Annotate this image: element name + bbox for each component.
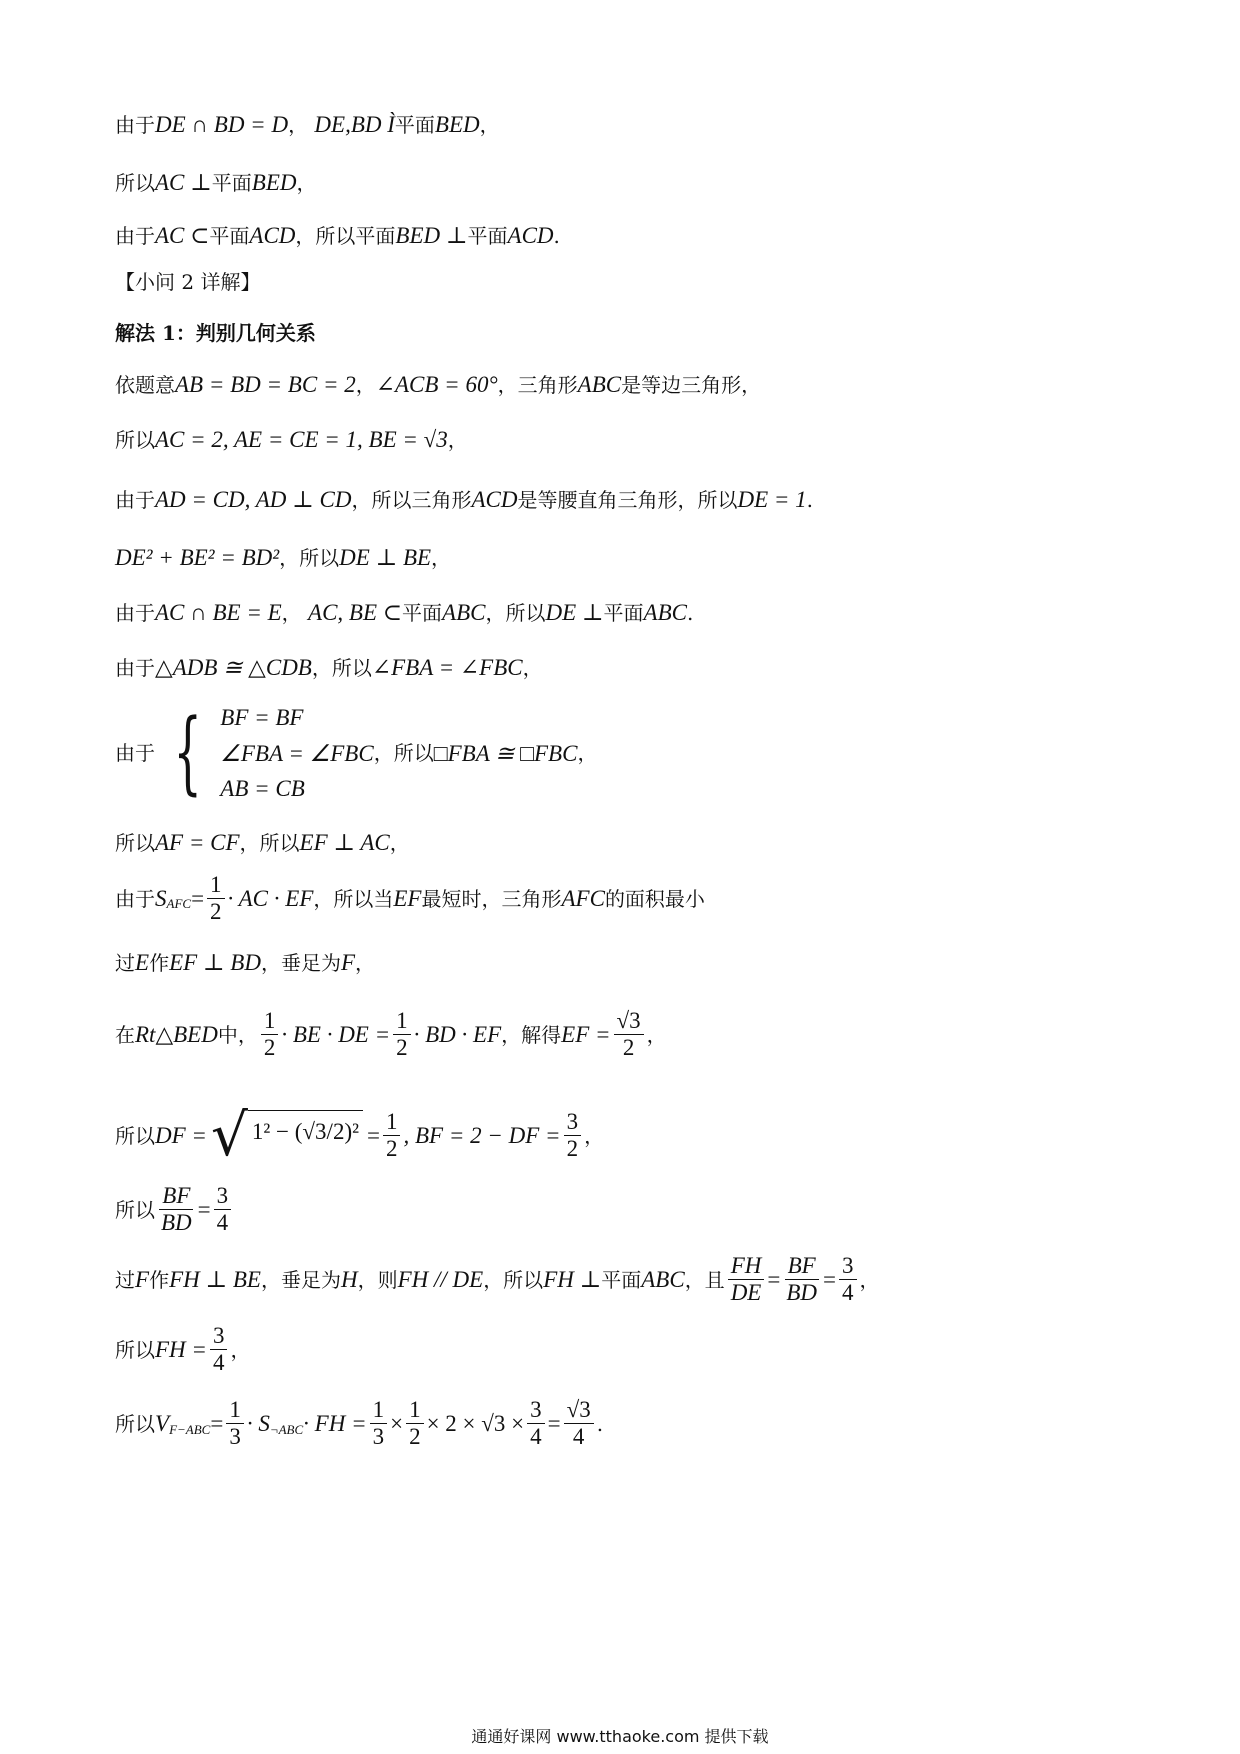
text: ，	[281, 600, 302, 625]
text: ，所以当	[313, 886, 394, 911]
denominator: 2	[210, 899, 222, 925]
numerator: 1	[406, 1397, 424, 1424]
numerator: 1	[383, 1109, 401, 1136]
math: H	[340, 1266, 358, 1292]
math: EF =	[561, 1021, 611, 1047]
fraction	[406, 1397, 424, 1451]
text: 最短时，三角形	[421, 886, 562, 911]
fraction	[214, 1183, 232, 1237]
math: · FH =	[303, 1410, 367, 1436]
system-row: BF = BF	[220, 705, 304, 730]
fraction	[564, 1109, 582, 1163]
text: 依题意	[115, 372, 175, 397]
math: BED ⊥	[395, 223, 468, 248]
text: ，所以	[239, 830, 300, 855]
text: 的面积最小	[604, 886, 705, 911]
math: DE ⊥ BE	[339, 545, 432, 570]
math: · S	[246, 1410, 270, 1436]
system-row: AB = CB	[220, 776, 305, 802]
math: V	[155, 1410, 170, 1436]
text-line-14	[115, 872, 705, 926]
math: ABC	[643, 600, 687, 625]
denominator: 2	[385, 1136, 398, 1162]
text: ，	[431, 545, 452, 570]
text: 平面	[603, 600, 644, 625]
math: AB = BD = BC = 2	[175, 372, 356, 397]
math: , BF = 2 − DF =	[403, 1122, 561, 1148]
text: ，	[859, 1267, 880, 1292]
denominator: 2	[263, 1035, 276, 1061]
math: =	[367, 1122, 380, 1148]
math: FH // DE	[397, 1266, 484, 1292]
math: F	[135, 1266, 150, 1292]
math: ACD	[249, 223, 296, 248]
text-line-2	[115, 168, 317, 198]
text: 解法 1：判别几何关系	[115, 321, 316, 345]
math: · BE · DE =	[281, 1021, 391, 1047]
text-line-18	[115, 1183, 234, 1237]
text: 所以	[115, 1123, 155, 1148]
math: AC, BE ⊂	[308, 600, 403, 625]
denominator: 2	[622, 1035, 635, 1061]
text: 由于	[115, 886, 155, 911]
text-line-13	[115, 828, 410, 858]
text: .	[596, 1411, 604, 1436]
text: 平面	[211, 170, 252, 195]
math: DF =	[155, 1122, 207, 1148]
math: · BD · EF	[413, 1021, 502, 1047]
denominator: 4	[842, 1280, 854, 1306]
fraction	[393, 1008, 411, 1062]
text: ，	[389, 830, 410, 855]
text-line-9	[115, 543, 451, 573]
math: =	[547, 1410, 561, 1436]
math: Rt△BED	[135, 1021, 218, 1047]
text: 所以	[115, 170, 155, 195]
text-line-8	[115, 485, 813, 515]
numerator: 1	[393, 1008, 411, 1035]
text: .	[553, 223, 560, 248]
math: FH =	[155, 1336, 207, 1362]
numerator: 3	[527, 1397, 545, 1424]
math: ABC	[641, 1266, 685, 1292]
equation-system	[115, 700, 597, 807]
text: 由于	[115, 223, 155, 248]
text: ，	[646, 1022, 667, 1047]
text: ，	[522, 655, 543, 680]
text: 由于	[115, 112, 155, 137]
denominator: 2	[409, 1424, 421, 1450]
text: 平面	[402, 600, 443, 625]
fraction	[210, 1323, 228, 1377]
text: 所以	[115, 1337, 155, 1362]
numerator: 3	[214, 1183, 232, 1210]
math: ABC	[442, 600, 486, 625]
math: EF ⊥ BD	[169, 950, 261, 975]
math: ACD	[507, 223, 554, 248]
math: AFC	[561, 885, 605, 911]
math: DE² + BE² = BD²	[115, 545, 280, 570]
text: 所以	[115, 427, 155, 452]
text-line-10	[115, 598, 693, 628]
text: 所以	[115, 1411, 155, 1436]
math: EF ⊥ AC	[299, 830, 390, 855]
text: ，且	[684, 1267, 725, 1292]
fraction	[158, 1183, 195, 1237]
fraction	[527, 1397, 545, 1451]
text-line-1	[115, 110, 500, 140]
text: ，三角形	[497, 372, 578, 397]
subscript: AFC	[166, 896, 192, 912]
method-heading	[115, 320, 316, 346]
numerator: 3	[839, 1253, 857, 1280]
math: △ADB ≅ △CDB	[155, 655, 312, 680]
text: ，所以	[311, 655, 372, 680]
math: ∠FBA = ∠FBC	[371, 655, 523, 680]
math: S	[155, 885, 167, 911]
fraction	[226, 1397, 244, 1451]
fraction	[564, 1397, 594, 1451]
text: 过	[115, 1267, 135, 1292]
subscript: F−ABC	[169, 1422, 211, 1438]
text: 平面	[394, 112, 435, 137]
text-line-20	[115, 1323, 250, 1377]
numerator: √3	[614, 1008, 644, 1035]
text: 所以	[115, 1197, 155, 1222]
math: DE = 1	[737, 487, 807, 512]
text-line-17	[115, 1098, 604, 1173]
denominator: 4	[530, 1424, 542, 1450]
text: 平面	[601, 1267, 642, 1292]
denominator: 3	[229, 1424, 241, 1450]
text: ，所以	[373, 741, 434, 766]
fraction	[383, 1109, 401, 1163]
math: □FBA ≅ □FBC	[433, 740, 578, 766]
math: ×	[390, 1410, 404, 1436]
numerator: 3	[210, 1323, 228, 1350]
math: ∠ACB = 60°	[375, 372, 498, 397]
fraction	[261, 1008, 279, 1062]
text: 过	[115, 950, 135, 975]
text: ，	[288, 112, 309, 137]
left-brace-icon: {	[173, 700, 202, 806]
text-line-15	[115, 948, 375, 978]
fraction	[614, 1008, 644, 1062]
text: ，解得	[501, 1022, 562, 1047]
math: BED	[434, 112, 480, 137]
text: ，则	[357, 1267, 398, 1292]
math: · AC · EF	[227, 885, 314, 911]
text: ，所以	[279, 545, 340, 570]
text: ，垂足为	[260, 1267, 341, 1292]
text: ，	[584, 1123, 605, 1148]
text: 作	[149, 950, 170, 975]
math: AC ⊂	[155, 223, 210, 248]
text: ，垂足为	[260, 950, 341, 975]
text: .	[687, 600, 694, 625]
denominator: 4	[216, 1210, 229, 1236]
math: × 2 × √3 ×	[426, 1410, 525, 1436]
math: AF = CF	[155, 830, 240, 855]
section-heading	[115, 269, 260, 295]
text: 中，	[217, 1022, 258, 1047]
math: EF	[393, 885, 422, 911]
numerator: BF	[785, 1253, 819, 1280]
text: 作	[149, 1267, 170, 1292]
denominator: 4	[572, 1424, 585, 1450]
text: 由于	[115, 487, 155, 512]
text: .	[806, 487, 814, 512]
numerator: FH	[728, 1253, 765, 1280]
text: 由于	[115, 741, 155, 766]
text: ，所以平面	[295, 223, 396, 248]
text-line-7	[115, 425, 468, 455]
fraction	[783, 1253, 820, 1307]
text: 是等腰直角三角形，所以	[517, 487, 738, 512]
text-line-6	[115, 370, 761, 400]
fraction	[728, 1253, 765, 1307]
text: 平面	[467, 223, 508, 248]
radical-icon: √	[210, 1101, 248, 1169]
math: =	[191, 885, 205, 911]
math: DE ⊥	[545, 600, 604, 625]
denominator: 4	[212, 1350, 225, 1376]
text-line-16	[115, 1008, 667, 1062]
denominator: 2	[566, 1136, 579, 1162]
text: 由于	[115, 655, 155, 680]
denominator: BD	[786, 1280, 818, 1306]
text-line-11	[115, 653, 543, 683]
fraction	[207, 872, 225, 926]
text-line-19: 过 F 作 FH ⊥ BE ，垂足为 H ，则 FH // DE ，所以 FH ⊥ 平面 ABC ，且 $\frac{FH}{DE}$ = $\frac{BF}{BD}$ = $\frac{3}{4}$ ，	[115, 1253, 880, 1306]
math: DE,BD Ì	[314, 112, 395, 137]
math: ABC	[577, 372, 622, 397]
text: 由于	[115, 600, 155, 625]
math: AC ⊥	[155, 170, 212, 195]
numerator: 1	[226, 1397, 244, 1424]
denominator: 3	[372, 1424, 385, 1450]
text: ，	[296, 170, 317, 195]
math: BED	[251, 170, 297, 195]
text: ，	[447, 427, 468, 452]
text: 是等边三角形，	[621, 372, 762, 397]
denominator: DE	[730, 1280, 762, 1306]
text: ，所以	[485, 600, 546, 625]
text: 【小问 2 详解】	[115, 270, 261, 294]
radicand: 1² − (√3/2)²	[248, 1110, 363, 1147]
math: =	[197, 1196, 211, 1222]
text: ，	[577, 741, 598, 766]
math: FH ⊥	[543, 1266, 602, 1292]
text: ，所以三角形	[351, 487, 472, 512]
math: =	[210, 1410, 224, 1436]
fraction	[839, 1253, 857, 1307]
numerator: 1	[207, 872, 225, 899]
numerator: 1	[370, 1397, 388, 1424]
text-line-3	[115, 221, 560, 251]
text: ，所以	[483, 1267, 544, 1292]
math: AD = CD, AD ⊥ CD	[155, 487, 352, 512]
text: 平面	[209, 223, 250, 248]
text: 在	[115, 1022, 135, 1047]
system-row: ∠FBA = ∠FBC	[220, 740, 374, 766]
subscript: ¬ABC	[269, 1422, 304, 1438]
denominator: 2	[396, 1035, 408, 1061]
fraction	[370, 1397, 388, 1451]
math: E	[135, 950, 150, 975]
numerator: 1	[261, 1008, 279, 1035]
math: AC = 2, AE = CE = 1, BE = √3	[155, 427, 448, 452]
math: DE ∩ BD = D	[155, 112, 289, 137]
math: AC ∩ BE = E	[155, 600, 282, 625]
text-line-21	[115, 1397, 603, 1451]
math: ACD	[471, 487, 518, 512]
page-footer: 通通好课网 www.tthaoke.com 提供下载	[471, 1727, 769, 1746]
text: 所以	[115, 830, 155, 855]
numerator: √3	[564, 1397, 594, 1424]
text: ，	[230, 1337, 251, 1362]
numerator: 3	[564, 1109, 582, 1136]
math: F	[340, 950, 356, 975]
numerator: BF	[159, 1183, 193, 1210]
text: ，	[479, 112, 500, 137]
denominator: BD	[161, 1210, 192, 1236]
text: ，	[355, 950, 376, 975]
system-rows	[220, 700, 373, 807]
sqrt-expression	[211, 1098, 363, 1173]
text: ，	[355, 372, 376, 397]
math: FH ⊥ BE	[169, 1266, 261, 1292]
